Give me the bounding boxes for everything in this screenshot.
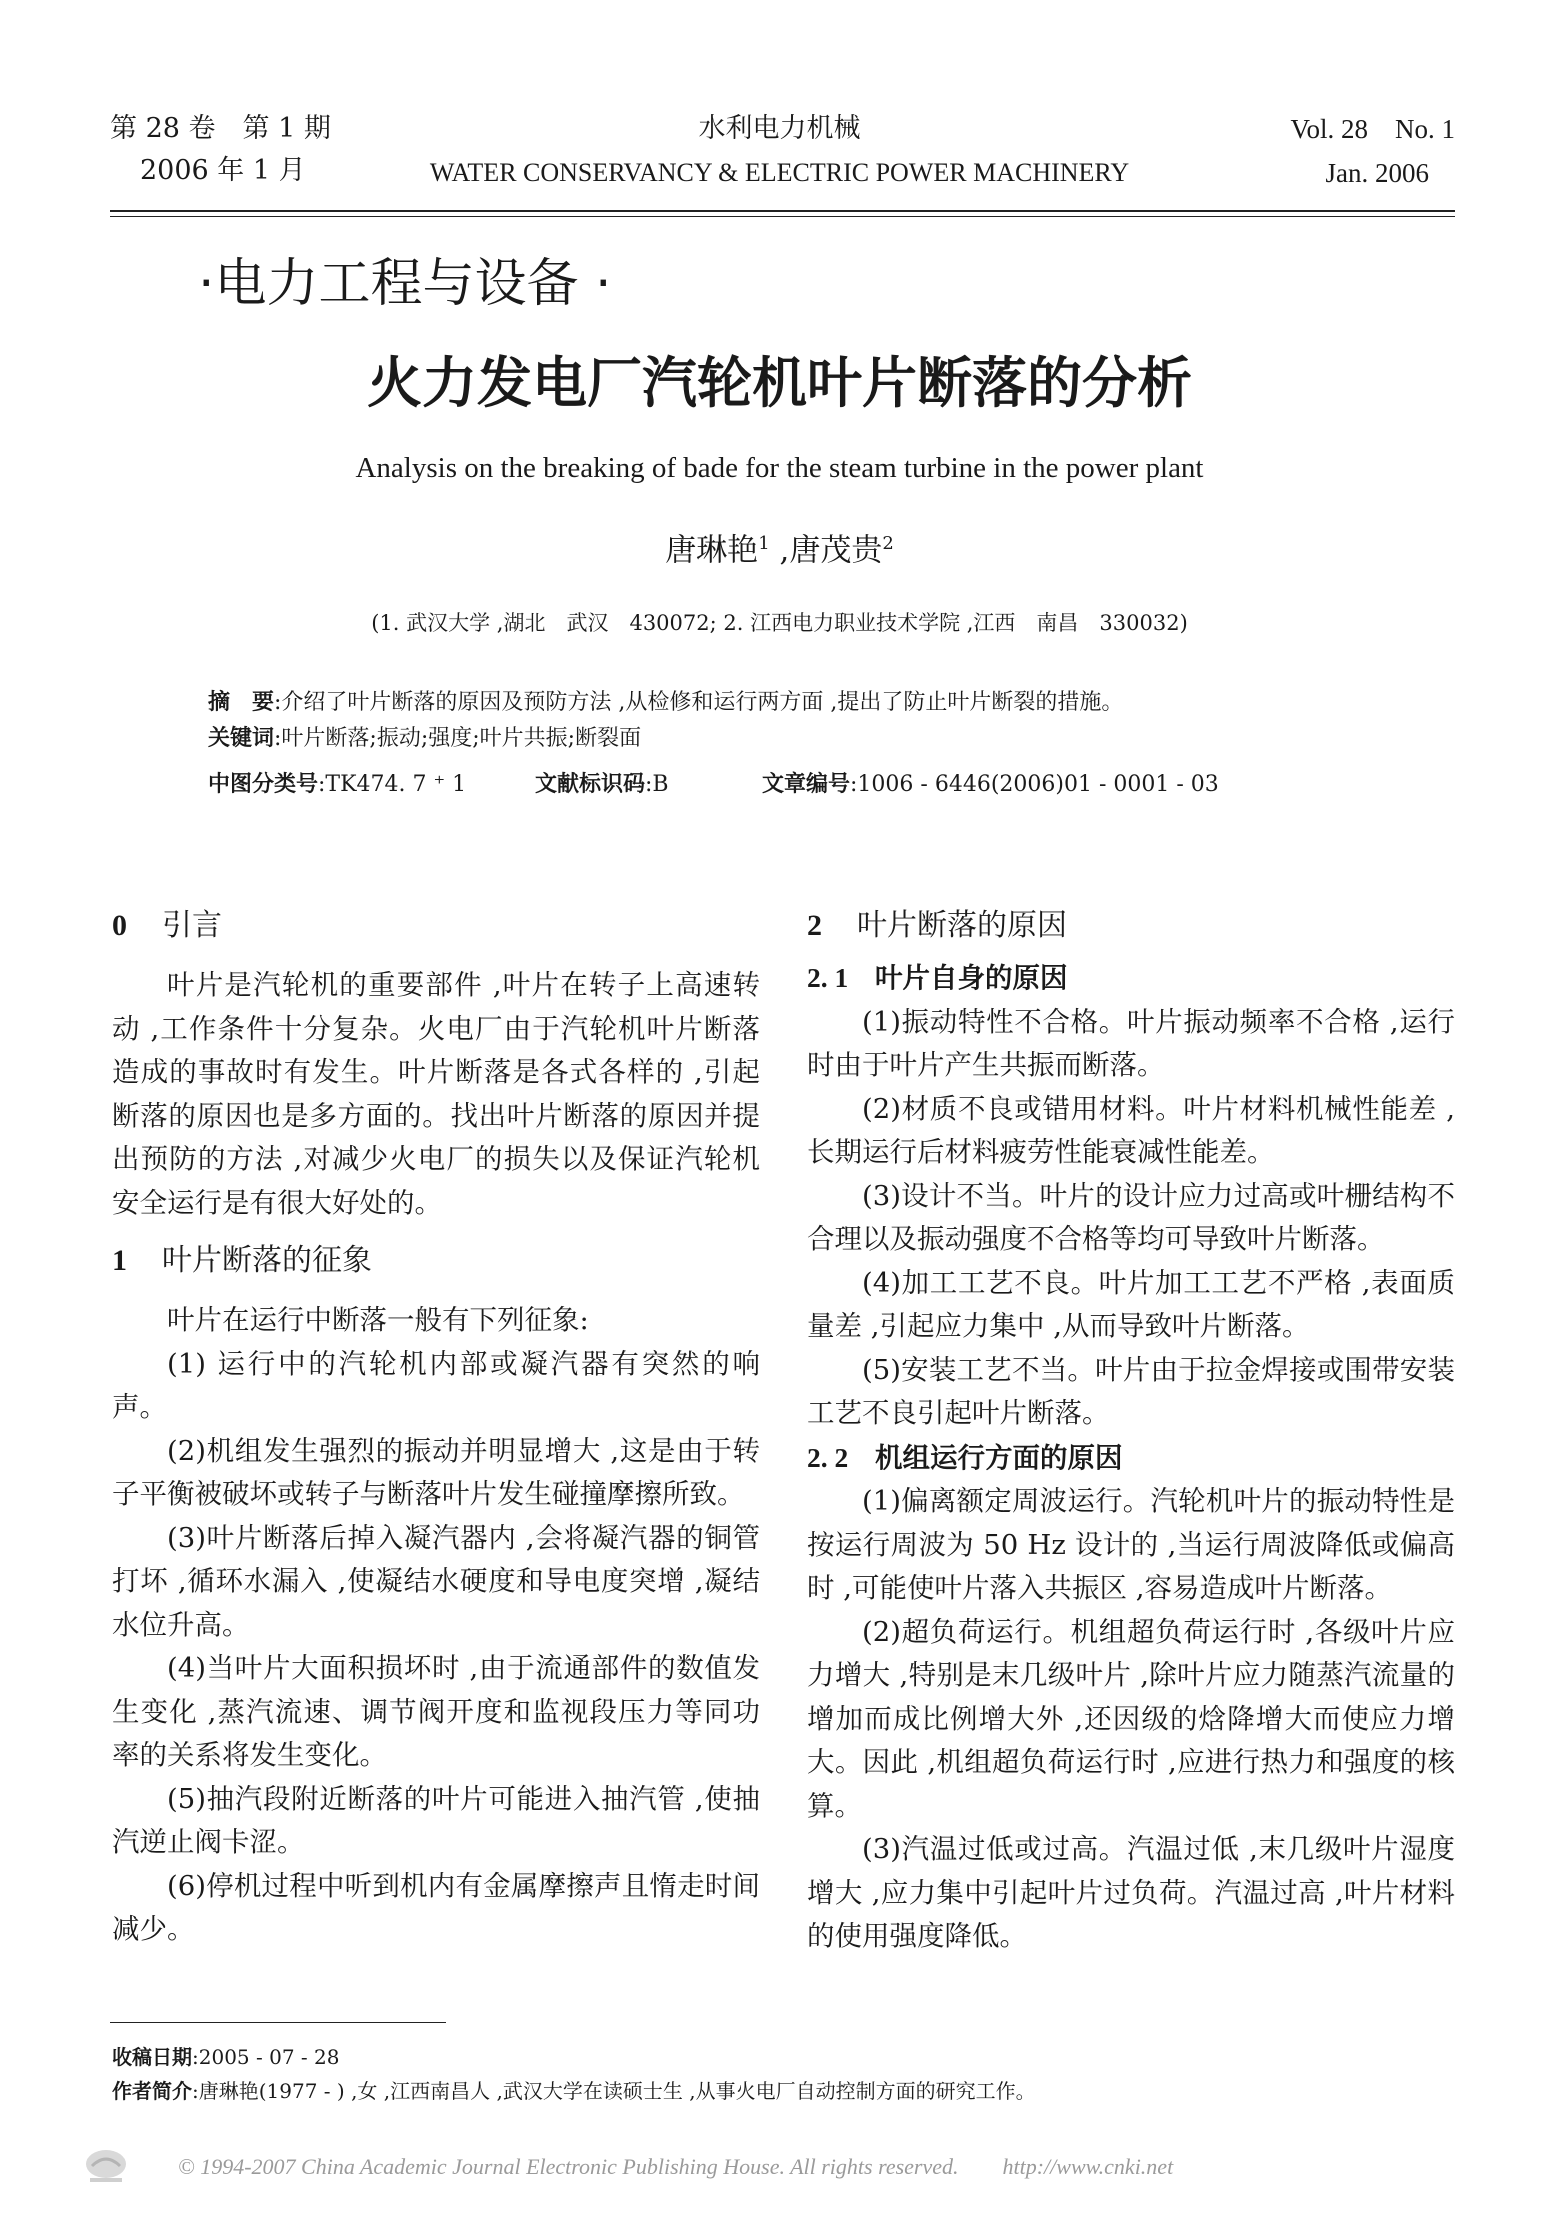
article-number-value: :1006 - 6446(2006)01 - 0001 - 03 (850, 772, 1219, 797)
copyright-notice: © 1994-2007 China Academic Journal Electronic Publishing House. All rights reserved. http://www.cnki.net (178, 2154, 1174, 2179)
abstract (208, 686, 1123, 720)
header-rule (110, 210, 1455, 212)
list-item: (2)材质不良或错用材料。叶片材料机械性能差 ,长期运行后材料疲劳性能衰减性能差。 (807, 1092, 1455, 1168)
header-date: 2006 年 1 月 (140, 155, 306, 186)
classification (208, 768, 466, 802)
section-tag: ·电力工程与设备 · (198, 254, 612, 314)
header-volume-issue-en: Vol. 28 No. 1 (1290, 114, 1455, 144)
section-title: 叶片断落的征象 (162, 1243, 372, 1278)
list-item: (5)抽汽段附近断落的叶片可能进入抽汽管 ,使抽汽逆止阀卡涩。 (112, 1782, 760, 1858)
author-name: 唐茂贵 (789, 532, 883, 569)
author-affil-mark: 2 (882, 533, 894, 554)
list-item: (1)偏离额定周波运行。汽轮机叶片的振动特性是按运行周波为 50 Hz 设计的 ,当运行周波降低或偏高时 ,可能使叶片落入共振区 ,容易造成叶片断落。 (807, 1485, 1455, 1604)
footnote-rule (110, 2022, 446, 2023)
keywords (208, 722, 641, 756)
section-title: 引言 (162, 908, 222, 943)
author-name: 唐琳艳 (665, 532, 759, 569)
clc-label: 中图分类号 (208, 772, 319, 797)
header-journal-name-en: WATER CONSERVANCY & ELECTRIC POWER MACHINERY (429, 158, 1130, 187)
section-number: 1 (112, 1244, 127, 1277)
received-date (112, 2042, 339, 2072)
authors (0, 522, 1559, 572)
section-number: 0 (112, 909, 127, 942)
article-title: 火力发电厂汽轮机叶片断落的分析 (366, 351, 1192, 415)
doc-code-value: :B (645, 772, 669, 797)
subsection-number: 2. 2 (807, 1441, 849, 1473)
section-title: 叶片断落的原因 (857, 908, 1067, 943)
clc-value: :TK474. 7 ⁺ 1 (318, 772, 467, 797)
article-number-label: 文章编号 (762, 772, 851, 797)
article-number (762, 768, 1219, 802)
right-column (807, 904, 1455, 1959)
list-item: (3)汽温过低或过高。汽温过低 ,末几级叶片湿度增大 ,应力集中引起叶片过负荷。汽温过高 ,叶片材料的使用强度降低。 (807, 1833, 1455, 1952)
header-volume-issue: 第 28 卷 第 1 期 (110, 113, 331, 144)
header-date-en: Jan. 2006 (1325, 158, 1429, 188)
section-heading (112, 904, 760, 948)
section-heading (807, 904, 1455, 948)
subsection-heading (807, 956, 1455, 1001)
list-item: (3)叶片断落后掉入凝汽器内 ,会将凝汽器的铜管打坏 ,循环水漏入 ,使凝结水硬度和导电度突增 ,凝结水位升高。 (112, 1521, 760, 1641)
received-date-value: :2005 - 07 - 28 (192, 2045, 340, 2069)
keywords-text: :叶片断落;振动;强度;叶片共振;断裂面 (274, 726, 642, 751)
list-item: (5)安装工艺不当。叶片由于拉金焊接或围带安装工艺不良引起叶片断落。 (807, 1353, 1455, 1429)
doc-code-label: 文献标识码 (535, 772, 646, 797)
subsection-title: 机组运行方面的原因 (875, 1441, 1123, 1474)
author-bio-value: :唐琳艳(1977 - ) ,女 ,江西南昌人 ,武汉大学在读硕士生 ,从事火电厂自动控制方面的研究工作。 (192, 2079, 1036, 2103)
article-title-en: Analysis on the breaking of bade for the steam turbine in the power plant (355, 452, 1204, 484)
list-item: (4)当叶片大面积损坏时 ,由于流通部件的数值发生变化 ,蒸汽流速、调节阀开度和监视段压力等同功率的关系将发生变化。 (112, 1652, 760, 1771)
author-bio-label: 作者简介 (112, 2079, 192, 2103)
received-date-label: 收稿日期 (112, 2045, 192, 2069)
abstract-text: :介绍了叶片断落的原因及预防方法 ,从检修和运行两方面 ,提出了防止叶片断裂的措施。 (274, 690, 1124, 715)
author-bio (112, 2076, 1036, 2106)
subsection-heading (807, 1436, 1455, 1481)
header-journal-name: 水利电力机械 (698, 113, 861, 144)
list-item: (4)加工工艺不良。叶片加工工艺不严格 ,表面质量差 ,引起应力集中 ,从而导致叶片断落。 (807, 1266, 1455, 1342)
header-rule-thin (110, 216, 1455, 217)
doc-code (535, 768, 669, 802)
abstract-label: 摘 要 (208, 690, 275, 715)
author-separator: , (769, 532, 790, 569)
list-item: (1)振动特性不合格。叶片振动频率不合格 ,运行时由于叶片产生共振而断落。 (807, 1005, 1455, 1081)
subsection-title: 叶片自身的原因 (875, 962, 1068, 994)
list-item: (2)机组发生强烈的振动并明显增大 ,这是由于转子平衡被破坏或转子与断落叶片发生碰撞摩擦所致。 (112, 1434, 760, 1510)
paragraph: 叶片是汽轮机的重要部件 ,叶片在转子上高速转动 ,工作条件十分复杂。火电厂由于汽轮机叶片断落造成的事故时有发生。叶片断落是各式各样的 ,引起断落的原因也是多方面的。找出叶片断落的原因并提出预防的方法 ,对减少火电厂的损失以及保证汽轮机安全运行是有很大好处的。 (112, 969, 760, 1219)
section-heading (112, 1239, 760, 1283)
list-item: (3)设计不当。叶片的设计应力过高或叶栅结构不合理以及振动强度不合格等均可导致叶片断落。 (807, 1179, 1455, 1255)
list-item: (6)停机过程中听到机内有金属摩擦声且惰走时间减少。 (112, 1869, 760, 1945)
list-item: (1) 运行中的汽轮机内部或凝汽器有突然的响声。 (112, 1347, 760, 1423)
keywords-label: 关键词 (208, 726, 275, 751)
author-affil-mark: 1 (758, 533, 770, 554)
section-number: 2 (807, 909, 822, 942)
affiliation: (1. 武汉大学 ,湖北 武汉 430072; 2. 江西电力职业技术学院 ,江西 南昌 330032) (371, 611, 1188, 635)
paragraph: 叶片在运行中断落一般有下列征象: (167, 1304, 589, 1336)
cnki-logo-icon (82, 2146, 130, 2186)
subsection-number: 2. 1 (807, 962, 849, 993)
left-column (112, 904, 760, 1952)
list-item: (2)超负荷运行。机组超负荷运行时 ,各级叶片应力增大 ,特别是末几级叶片 ,除叶片应力随蒸汽流量的增加而成比例增大外 ,还因级的焓降增大而使应力增大。因此 ,机组超负荷运行时 ,应进行热力和强度的核算。 (807, 1615, 1455, 1822)
